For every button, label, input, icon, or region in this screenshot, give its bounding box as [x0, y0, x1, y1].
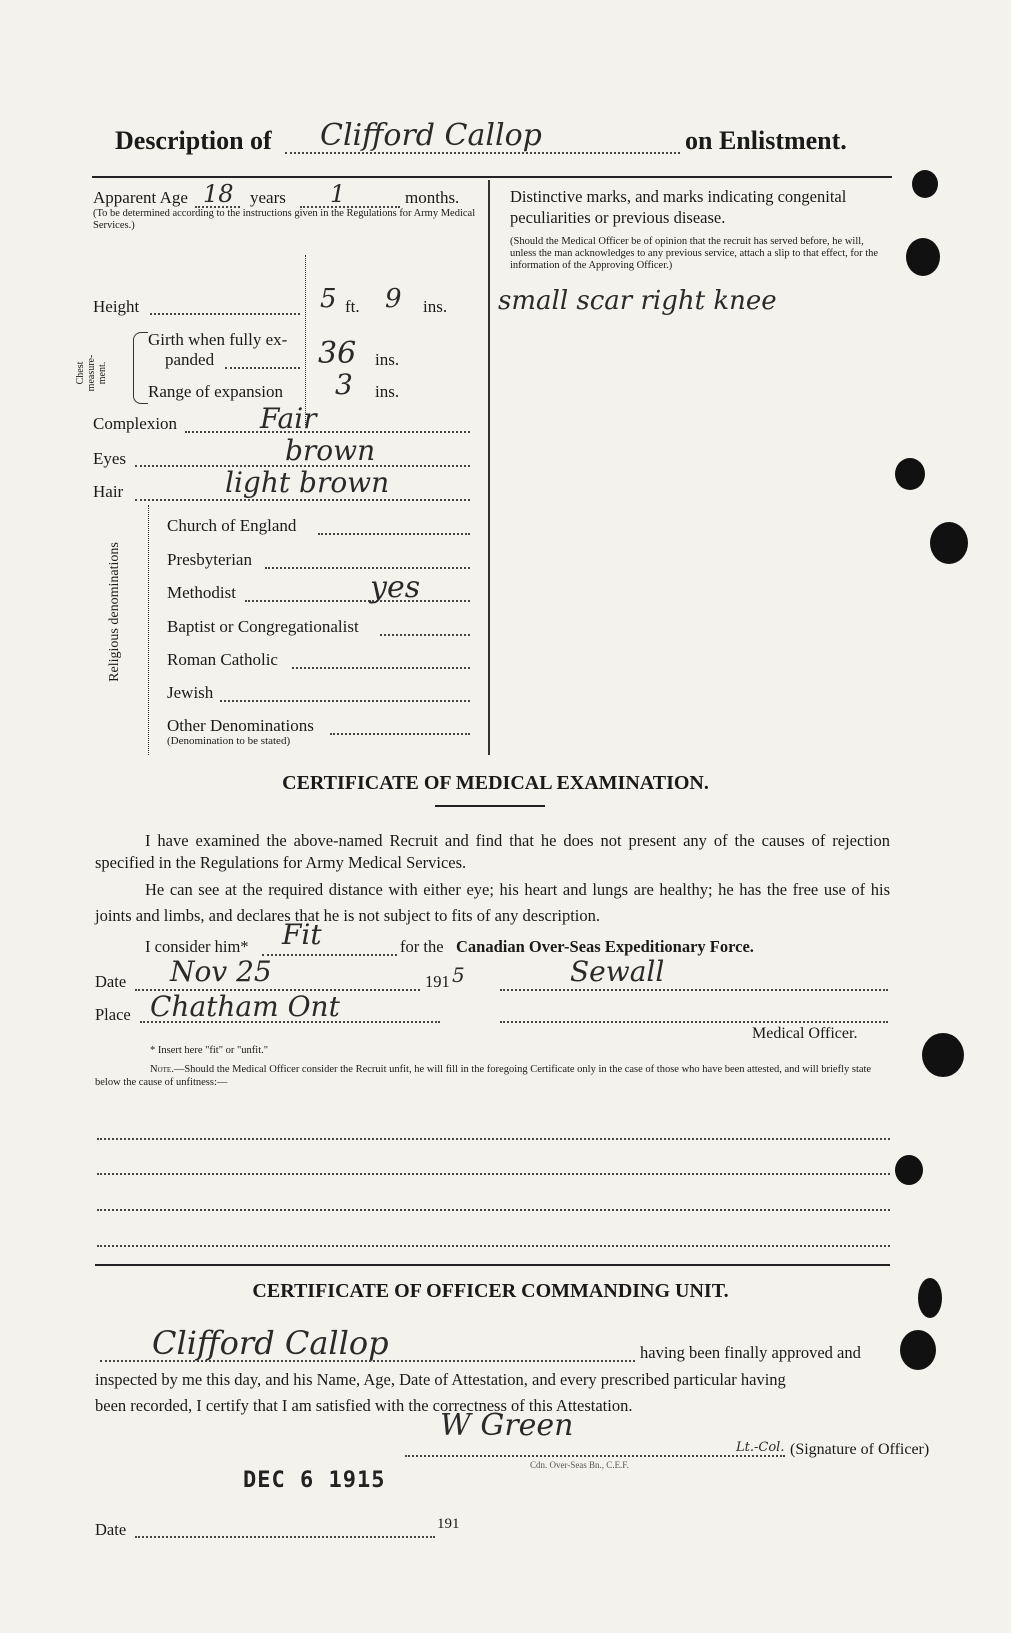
unfitness-line: [97, 1138, 890, 1140]
unfitness-note: [95, 1063, 890, 1089]
religion-church-of-england: Church of England: [167, 516, 297, 535]
note-prefix: Note.: [150, 1064, 174, 1075]
punch-hole: [900, 1330, 936, 1370]
chest-label: Chest measure- ment.: [75, 354, 108, 392]
girth-label: Girth when fully ex-: [148, 330, 288, 349]
medical-title-text: CERTIFICATE OF MEDICAL EXAMINATION.: [282, 772, 709, 794]
months-label: months.: [405, 188, 460, 207]
inspected-text: inspected by me this day, and his Name, Age, Date of Attestation, and every prescribed particular having: [95, 1370, 786, 1389]
section-rule: [95, 1264, 890, 1266]
force-name: Canadian Over-Seas Expeditionary Force.: [456, 937, 754, 956]
commanding-title-text: CERTIFICATE OF OFFICER COMMANDING UNIT.: [252, 1280, 729, 1302]
religion-jewish: Jewish: [167, 683, 214, 702]
consider-prefix: I consider him*: [145, 937, 249, 956]
medical-paragraph-2: He can see at the required distance with either eye; his heart and lungs are healthy; he has the free use of his joints and limbs, and declares that he is not subject to fits of any description.: [95, 880, 890, 925]
range-ins-label: ins.: [375, 382, 400, 401]
hair-label: Hair: [93, 482, 124, 501]
religion-methodist: Methodist: [167, 583, 236, 602]
marks-value: small scar right knee: [498, 286, 777, 316]
insert-note: * Insert here "fit" or "unfit.": [150, 1045, 269, 1056]
unfitness-line: [97, 1209, 890, 1211]
punch-hole: [895, 1155, 923, 1185]
date-value: Nov 25: [170, 955, 272, 988]
commanding-date-suffix: 191: [437, 1516, 460, 1532]
officer-signature: W Green: [440, 1408, 574, 1443]
age-months: 1: [330, 180, 346, 208]
girth-label-2: panded: [165, 350, 215, 369]
place-value: Chatham Ont: [150, 990, 340, 1023]
punch-hole: [906, 238, 940, 276]
height-ft: 5: [320, 284, 337, 314]
religion-methodist-value: yes: [370, 570, 421, 605]
certify-text: been recorded, I certify that I am satisfied with the correctness of this Attestation.: [95, 1396, 633, 1415]
column-divider: [488, 180, 490, 755]
ft-label: ft.: [345, 297, 360, 316]
medical-officer-label: Medical Officer.: [752, 1025, 858, 1042]
signature-label: (Signature of Officer): [790, 1441, 930, 1458]
religion-presbyterian: Presbyterian: [167, 550, 252, 569]
place-label: Place: [95, 1005, 131, 1024]
note-text: —Should the Medical Officer consider the Recruit unfit, he will fill in the foregoing Certificate only in the case of those who have been attested, and will briefly state below the cause of unfitness:—: [95, 1064, 872, 1088]
girth-ins-label: ins.: [375, 350, 400, 369]
consider-suffix: for the: [400, 937, 444, 956]
age-label: Apparent Age: [93, 188, 188, 207]
height-label: Height: [93, 297, 140, 316]
medical-officer-signature: Sewall: [570, 955, 665, 988]
religion-baptist: Baptist or Congregationalist: [167, 617, 359, 636]
religion-other: Other Denominations: [167, 716, 314, 735]
punch-hole: [895, 458, 925, 490]
punch-hole: [930, 522, 968, 564]
officer-rank: Lt.-Col.: [736, 1440, 785, 1455]
document-title: [115, 118, 895, 168]
range-value: 3: [335, 368, 353, 401]
commanding-date-label: Date: [95, 1520, 127, 1539]
consider-value: Fit: [282, 918, 322, 951]
years-label: years: [250, 188, 286, 207]
punch-hole: [912, 170, 938, 198]
hair-value: light brown: [225, 466, 390, 499]
marks-heading: Distinctive marks, and marks indicating congenital peculiarities or previous disease.: [510, 187, 847, 227]
height-ins: 9: [385, 284, 402, 314]
medical-certificate-title: [0, 772, 1011, 795]
approved-text: having been finally approved and: [640, 1343, 861, 1362]
stamp-unit: Cdn. Over-Seas Bn., C.E.F.: [530, 1460, 629, 1470]
range-label: Range of expansion: [148, 382, 284, 401]
complexion-value: Fair: [260, 402, 317, 435]
medical-paragraph-1: I have examined the above-named Recruit and find that he does not present any of the causes of rejection specified in the Regulations for Army Medical Services.: [95, 831, 890, 872]
girth-value: 36: [318, 336, 357, 371]
complexion-label: Complexion: [93, 414, 178, 433]
age-note: (To be determined according to the instructions given in the Regulations for Army Medical Services.): [93, 208, 476, 231]
recruit-name: Clifford Callop: [320, 118, 542, 153]
title-suffix: on Enlistment.: [685, 126, 847, 155]
eyes-label: Eyes: [93, 449, 127, 468]
eyes-value: brown: [285, 434, 376, 467]
commanding-recruit-name: Clifford Callop: [152, 1324, 389, 1362]
top-rule: [92, 176, 892, 178]
religion-side-label: Religious denominations: [107, 542, 122, 682]
punch-hole: [922, 1033, 964, 1077]
religion-roman-catholic: Roman Catholic: [167, 650, 278, 669]
marks-note: (Should the Medical Officer be of opinion that the recruit has served before, he will, unless the man acknowledges to any previous service, attach a slip to that effect, for the information of the Approving Officer.): [510, 236, 879, 271]
title-prefix: Description of: [115, 126, 272, 155]
unfitness-line: [97, 1173, 890, 1175]
year-value: 5: [452, 963, 465, 987]
date-label: Date: [95, 972, 127, 991]
unfitness-line: [97, 1245, 890, 1247]
age-years: 18: [203, 180, 234, 208]
ins-label: ins.: [423, 297, 448, 316]
date-stamp: DEC 6 1915: [243, 1468, 386, 1493]
commanding-certificate-title: [0, 1280, 1011, 1303]
religion-other-note: (Denomination to be stated): [167, 735, 291, 747]
year-prefix: 191: [425, 972, 450, 991]
